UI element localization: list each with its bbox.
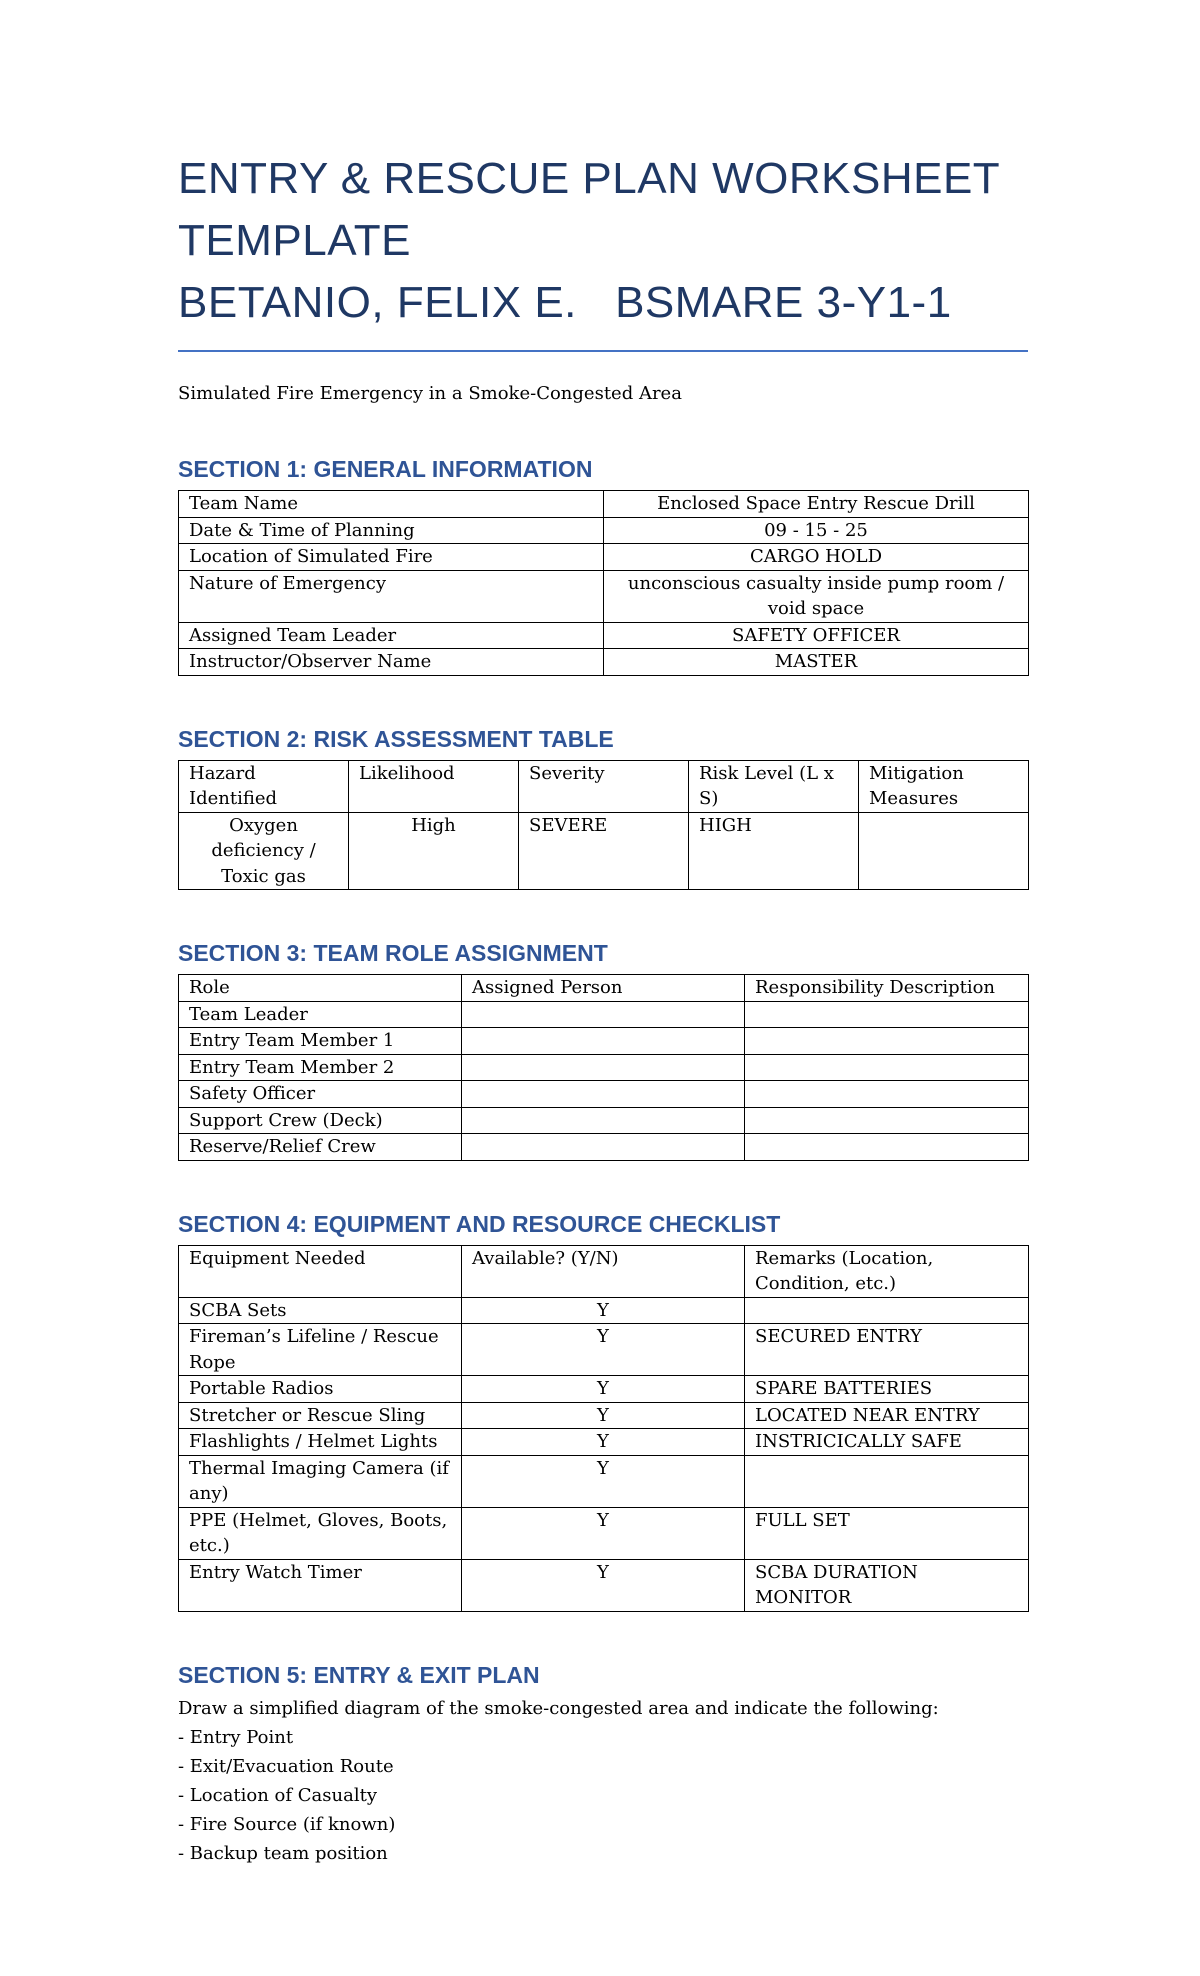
table-cell: PPE (Helmet, Gloves, Boots, etc.) [179, 1507, 462, 1559]
section-3-heading: SECTION 3: TEAM ROLE ASSIGNMENT [178, 940, 608, 966]
table-row [179, 1455, 1029, 1507]
table-cell: High [349, 812, 519, 890]
table-cell: Entry Watch Timer [179, 1559, 462, 1611]
table-cell: Reserve/Relief Crew [179, 1134, 462, 1161]
section-2-heading: SECTION 2: RISK ASSESSMENT TABLE [178, 725, 614, 752]
entry-exit-instructions [178, 1694, 1028, 1868]
table-cell [745, 1028, 1029, 1055]
table-row [179, 544, 1029, 571]
table-cell: Enclosed Space Entry Rescue Drill [604, 491, 1029, 518]
list-item: - Fire Source (if known) [178, 1813, 396, 1835]
table-cell [745, 1054, 1029, 1081]
table-cell: INSTRICICALLY SAFE [745, 1429, 1029, 1456]
table-row [179, 1028, 1029, 1055]
table-cell [462, 1001, 745, 1028]
column-header: Role [179, 975, 462, 1002]
table-row [179, 517, 1029, 544]
table-row [179, 1054, 1029, 1081]
column-header: Hazard Identified [179, 760, 349, 812]
table-header-row [179, 1245, 1029, 1297]
table-cell: Support Crew (Deck) [179, 1107, 462, 1134]
document-content [178, 148, 1028, 1868]
table-cell: Assigned Team Leader [179, 622, 604, 649]
table-cell: SCBA DURATION MONITOR [745, 1559, 1029, 1611]
table-cell: Oxygen deficiency / Toxic gas [179, 812, 349, 890]
table-cell: Safety Officer [179, 1081, 462, 1108]
column-header: Responsibility Description [745, 975, 1029, 1002]
table-cell [462, 1134, 745, 1161]
list-item: - Exit/Evacuation Route [178, 1755, 394, 1777]
table-cell: Flashlights / Helmet Lights [179, 1429, 462, 1456]
table-cell [745, 1001, 1029, 1028]
table-cell [745, 1107, 1029, 1134]
column-header: Equipment Needed [179, 1245, 462, 1297]
column-header: Mitigation Measures [859, 760, 1029, 812]
table-cell: Portable Radios [179, 1376, 462, 1403]
table-row [179, 812, 1029, 890]
table-cell [859, 812, 1029, 890]
list-item: - Location of Casualty [178, 1784, 377, 1806]
document-title [178, 148, 1028, 334]
risk-assessment-table [178, 760, 1029, 891]
title-line-3: BETANIO, FELIX E. BSMARE 3-Y1-1 [178, 278, 952, 327]
table-row [179, 1376, 1029, 1403]
column-header: Remarks (Location, Condition, etc.) [745, 1245, 1029, 1297]
table-cell: Y [462, 1324, 745, 1376]
table-cell: SEVERE [519, 812, 689, 890]
table-cell: Y [462, 1507, 745, 1559]
table-cell [745, 1297, 1029, 1324]
table-cell: Y [462, 1402, 745, 1429]
table-cell: SCBA Sets [179, 1297, 462, 1324]
table-cell [745, 1134, 1029, 1161]
table-cell: Thermal Imaging Camera (if any) [179, 1455, 462, 1507]
column-header: Severity [519, 760, 689, 812]
table-row [179, 1134, 1029, 1161]
table-cell: Y [462, 1559, 745, 1611]
table-cell: Team Name [179, 491, 604, 518]
table-cell: Y [462, 1297, 745, 1324]
table-row [179, 622, 1029, 649]
table-cell: 09 - 15 - 25 [604, 517, 1029, 544]
instructions-text: Draw a simplified diagram of the smoke-congested area and indicate the following: [178, 1697, 939, 1719]
table-cell: Y [462, 1429, 745, 1456]
table-row [179, 1559, 1029, 1611]
table-row [179, 1324, 1029, 1376]
table-row [179, 649, 1029, 676]
list-item: - Backup team position [178, 1842, 388, 1864]
table-cell: Stretcher or Rescue Sling [179, 1402, 462, 1429]
table-cell: Instructor/Observer Name [179, 649, 604, 676]
column-header: Assigned Person [462, 975, 745, 1002]
table-cell [745, 1081, 1029, 1108]
table-row [179, 1402, 1029, 1429]
table-cell: SECURED ENTRY [745, 1324, 1029, 1376]
section-4-heading: SECTION 4: EQUIPMENT AND RESOURCE CHECKLIST [178, 1210, 781, 1237]
table-cell: Y [462, 1376, 745, 1403]
list-item: - Entry Point [178, 1726, 294, 1748]
equipment-checklist-table [178, 1245, 1029, 1612]
section-5-heading: SECTION 5: ENTRY & EXIT PLAN [178, 1661, 540, 1688]
table-cell: FULL SET [745, 1507, 1029, 1559]
column-header: Risk Level (L x S) [689, 760, 859, 812]
table-cell: Location of Simulated Fire [179, 544, 604, 571]
table-cell: unconscious casualty inside pump room / void space [604, 570, 1029, 622]
table-cell [745, 1455, 1029, 1507]
table-header-row [179, 760, 1029, 812]
table-row [179, 1001, 1029, 1028]
column-header: Available? (Y/N) [462, 1245, 745, 1297]
table-row [179, 1297, 1029, 1324]
column-header: Likelihood [349, 760, 519, 812]
title-line-2: TEMPLATE [178, 216, 412, 265]
table-row [179, 1429, 1029, 1456]
table-cell: Date & Time of Planning [179, 517, 604, 544]
table-cell [462, 1028, 745, 1055]
table-cell: Team Leader [179, 1001, 462, 1028]
table-cell: SPARE BATTERIES [745, 1376, 1029, 1403]
table-cell: Entry Team Member 2 [179, 1054, 462, 1081]
table-row [179, 1081, 1029, 1108]
table-cell [462, 1054, 745, 1081]
table-row [179, 1107, 1029, 1134]
general-info-table [178, 490, 1029, 676]
table-cell: Entry Team Member 1 [179, 1028, 462, 1055]
table-row [179, 491, 1029, 518]
table-header-row [179, 975, 1029, 1002]
table-cell [462, 1081, 745, 1108]
table-cell: Nature of Emergency [179, 570, 604, 622]
table-row [179, 1507, 1029, 1559]
table-cell [462, 1107, 745, 1134]
team-role-table [178, 974, 1029, 1161]
table-cell: Fireman’s Lifeline / Rescue Rope [179, 1324, 462, 1376]
table-cell: MASTER [604, 649, 1029, 676]
table-cell: SAFETY OFFICER [604, 622, 1029, 649]
table-cell: LOCATED NEAR ENTRY [745, 1402, 1029, 1429]
title-divider [178, 350, 1028, 352]
table-cell: CARGO HOLD [604, 544, 1029, 571]
title-line-1: ENTRY & RESCUE PLAN WORKSHEET [178, 154, 1001, 203]
section-1-heading: SECTION 1: GENERAL INFORMATION [178, 456, 593, 482]
table-cell: Y [462, 1455, 745, 1507]
table-row [179, 570, 1029, 622]
table-cell: HIGH [689, 812, 859, 890]
subtitle: Simulated Fire Emergency in a Smoke-Congested Area [178, 383, 682, 404]
